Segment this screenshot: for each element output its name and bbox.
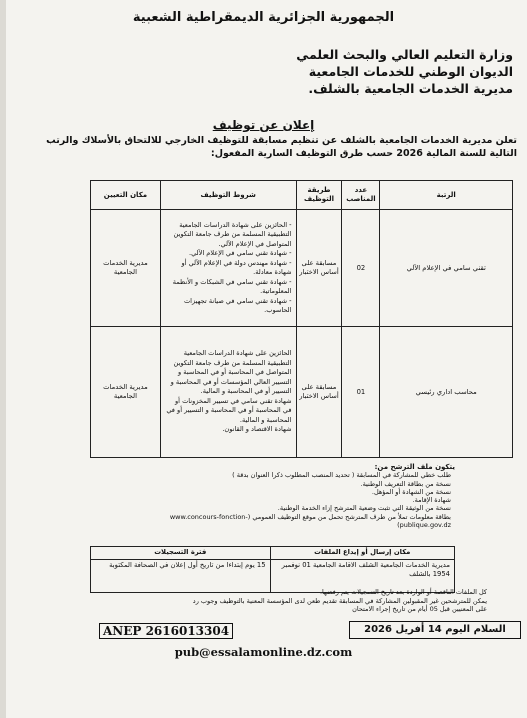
scan-shadow-edge (0, 0, 6, 718)
note-line: كل الملفات الناقصة أو الواردة بعد تاريخ التسجيلات يتم رفضها. (319, 588, 487, 596)
application-file-list (125, 463, 455, 529)
notes-block (67, 588, 487, 614)
row-rank: محاسب اداري رئيسي (380, 327, 513, 458)
publication-date-box: السلام اليوم 14 أفريل 2026 (349, 621, 521, 639)
contact-email[interactable]: pub@essalamonline.dz.com (174, 645, 353, 659)
row-place: مديرية الخدمات الجامعية (91, 210, 161, 327)
header-conditions: شروط التوظيف (160, 181, 296, 210)
announcement-title: إعلان عن توظيف (212, 118, 315, 132)
intro-line-2: التالية للسنة المالية 2026 حسب طرق التوظيف السارية المفعول: (210, 148, 517, 159)
condition-item: - شهادة تقني سامي في الشبكات و الأنظمة المعلوماتية. (172, 277, 292, 295)
condition-item: - شهادة مهندس دولة في الإعلام الآلي أو شهادة معادلة. (181, 258, 292, 276)
condition-item: - الحائزين على شهادة الدراسات الجامعية التطبيقية المسلمة من طرف جامعة التكوين المتواصل في الإعلام الآلي. (173, 220, 292, 248)
header-method: طريقة التوظيف (296, 181, 342, 210)
row-rank: تقني سامي في الإعلام الآلي (380, 210, 513, 327)
row-conditions (160, 210, 296, 327)
condition-item: شهادة الاقتصاد و القانون. (222, 425, 292, 434)
registration-period: 15 يوم إبتداءا من تاريخ أول إعلان في الصحافة المكتوبة (91, 560, 271, 593)
row-count: 02 (342, 210, 380, 327)
anep-reference-box: ANEP 2616013304 (99, 623, 233, 639)
list-item: نسخة من الوثيقة التي تثبت وضعية المترشح إزاء الخدمة الوطنية. (277, 504, 451, 513)
condition-item: الحائزين على شهادة الدراسات الجامعية التطبيقية المسلمة من طرف جامعة التكوين المتواصل في المحاسبة أو في المحاسبة و التسيير العالي المؤسسات أو في المحاسبة و التسيير أو في المحاسبة و المالية. (170, 349, 292, 396)
row-count: 01 (342, 327, 380, 458)
condition-item: شهادة تقني سامي في تسيير المخزونات أو في المحاسبة أو في المحاسبة و التسيير أو في المحاسبة و المالية. (166, 396, 292, 424)
header-count: عدد المناصب (342, 181, 380, 210)
header-rank: الرتبة (380, 181, 513, 210)
submission-place: مديرية الخدمات الجامعية الشلف الاقامة الجامعية 01 نوفمبر 1954 بالشلف (270, 560, 454, 593)
header-place: مكان التعيين (91, 181, 161, 210)
list-item: نسخة من الشهادة أو المؤهل. (371, 487, 451, 496)
intro-line-1: تعلن مديرية الخدمات الجامعية بالشلف عن تنظيم مسابقة للتوظيف الخارجي للالتحاق بالأسلاك والرتب (46, 135, 517, 146)
positions-header-row (91, 181, 513, 210)
row-method: مسابقة على أساس الاختبار (296, 327, 342, 458)
list-item: بطاقة معلومات تملأ من طرف المترشح تحمل من موقع التوظيف العمومي (www.concours-fonction-publique.gov.dz) (169, 512, 451, 530)
note-line: يمكن للمترشحين غير المقبولين المشاركة في المسابقة تقديم طعن لدى المؤسسة المعنية بالتوظيف وجوب رد (192, 596, 487, 605)
condition-item: - شهادة تقني سامي في الإعلام الآلي. (188, 249, 292, 257)
office-line: الديوان الوطني للخدمات الجامعية (308, 64, 513, 79)
table-row (91, 327, 513, 458)
row-place: مديرية الخدمات الجامعية (91, 327, 161, 458)
note-line: على المعنيين قبل 05 أيام من تاريخ إجراء الامتحان (352, 605, 487, 613)
announcement-intro (7, 134, 517, 160)
submission-header-row (91, 547, 455, 560)
table-row (91, 210, 513, 327)
header-registration-period: فترة التسجيلات (91, 547, 271, 560)
ministry-line: وزارة التعليم العالي والبحث العلمي (296, 47, 513, 62)
row-method: مسابقة على أساس الاختبار (296, 210, 342, 327)
submission-table (90, 546, 455, 593)
header-submission-place: مكان إرسال أو إيداع الملفات (270, 547, 454, 560)
institution-header (213, 46, 513, 97)
list-item: شهادة الإقامة. (412, 496, 451, 505)
directorate-line: مديرية الخدمات الجامعية بالشلف. (308, 81, 513, 96)
list-item: نسخة من بطاقة التعريف الوطنية. (360, 479, 451, 488)
row-conditions (160, 327, 296, 458)
positions-table (90, 180, 513, 458)
file-list-title: يتكون ملف الترشح من: (374, 463, 455, 471)
condition-item: - شهادة تقني سامي في صيانة تجهيزات الحاسوب. (183, 296, 292, 314)
list-item: طلب خطي للمشاركة في المسابقة ( تحديد المنصب المطلوب ذكرا العنوان بدقة ) (232, 471, 451, 480)
republic-heading: الجمهورية الجزائرية الديمقراطية الشعبية (132, 10, 395, 25)
